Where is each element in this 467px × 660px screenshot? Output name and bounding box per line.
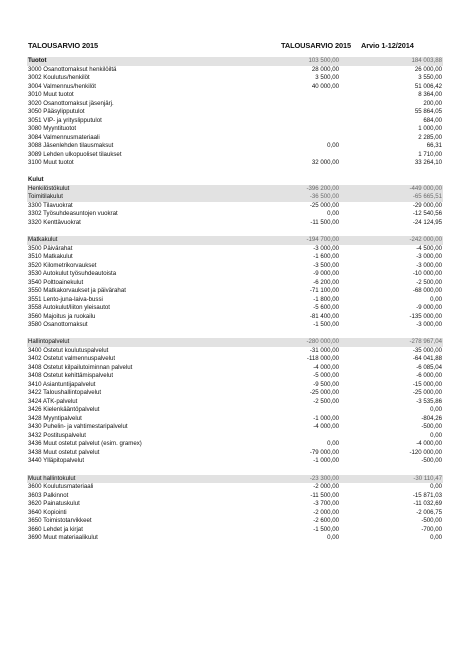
table-row bbox=[27, 159, 443, 168]
income-rows bbox=[27, 66, 443, 168]
budget-value: -4 000,00 bbox=[313, 423, 339, 431]
table-row bbox=[27, 279, 443, 288]
estimate-value: -3 535,86 bbox=[416, 397, 442, 405]
row-label: 3051 VIP- ja yrityslipputulot bbox=[28, 116, 102, 124]
estimate-value: 33 264,10 bbox=[414, 159, 442, 167]
row-label: 3432 Postituspalvelut bbox=[28, 431, 86, 439]
row-label: Toimitilakulut bbox=[28, 193, 63, 201]
table-row bbox=[27, 100, 443, 109]
row-label: 3020 Osanottomaksut jäsenjärj. bbox=[28, 99, 114, 107]
budget-value: -81 400,00 bbox=[309, 312, 339, 320]
estimate-value: -15 000,00 bbox=[412, 380, 442, 388]
document-header bbox=[27, 41, 443, 57]
income-heading-row bbox=[27, 57, 443, 66]
table-row bbox=[27, 125, 443, 134]
budget-value: 28 000,00 bbox=[311, 65, 339, 73]
estimate-value: -804,26 bbox=[421, 414, 442, 422]
budget-value: 40 000,00 bbox=[311, 82, 339, 90]
estimate-value: -24 124,95 bbox=[412, 218, 442, 226]
table-row bbox=[27, 287, 443, 296]
budget-value: -2 600,00 bbox=[313, 517, 339, 525]
table-row bbox=[27, 142, 443, 151]
table-row bbox=[27, 117, 443, 126]
table-row bbox=[27, 492, 443, 501]
row-label: 3551 Lento-juna-laiva-bussi bbox=[28, 295, 103, 303]
table-row bbox=[27, 74, 443, 83]
column-header-estimate: Arvio 1-12/2014 bbox=[361, 41, 414, 50]
estimate-value: -278 967,04 bbox=[409, 338, 442, 346]
estimate-value: -3 000,00 bbox=[416, 321, 442, 329]
table-row bbox=[27, 449, 443, 458]
table-row bbox=[27, 304, 443, 313]
row-label: 3428 Myyntipalvelut bbox=[28, 414, 82, 422]
estimate-value: -10 000,00 bbox=[412, 270, 442, 278]
table-row bbox=[27, 202, 443, 211]
estimate-value: -65 665,51 bbox=[412, 193, 442, 201]
row-label: 3400 Ostetut koulutuspalvelut bbox=[28, 346, 109, 354]
column-header-budget: TALOUSARVIO 2015 bbox=[281, 41, 351, 50]
budget-value: -36 500,00 bbox=[309, 193, 339, 201]
estimate-value: -242 000,00 bbox=[409, 235, 442, 243]
row-label: 3426 Kielenkääntöpalvelut bbox=[28, 406, 100, 414]
row-label: 3560 Majoitus ja ruokailu bbox=[28, 312, 96, 320]
table-row bbox=[27, 483, 443, 492]
budget-value: -1 600,00 bbox=[313, 253, 339, 261]
estimate-value: -30 110,47 bbox=[413, 474, 442, 482]
budget-value: -5 600,00 bbox=[313, 304, 339, 312]
estimate-value: 0,00 bbox=[430, 483, 442, 491]
budget-value: -2 000,00 bbox=[313, 508, 339, 516]
budget-value: -1 800,00 bbox=[313, 295, 339, 303]
row-label: 3550 Matkakorvaukset ja päivärahat bbox=[28, 287, 126, 295]
budget-value: 32 000,00 bbox=[311, 159, 339, 167]
row-label: 3520 Kilometrikorvaukset bbox=[28, 261, 97, 269]
table-row bbox=[27, 219, 443, 228]
table-row bbox=[27, 91, 443, 100]
estimate-value: -29 000,00 bbox=[412, 201, 442, 209]
budget-value: 0,00 bbox=[327, 142, 339, 150]
estimate-value: 0,00 bbox=[430, 431, 442, 439]
budget-document bbox=[27, 41, 443, 543]
estimate-value: 684,00 bbox=[423, 116, 442, 124]
budget-value: -3 000,00 bbox=[313, 244, 339, 252]
table-row bbox=[27, 321, 443, 330]
document-title: TALOUSARVIO 2015 bbox=[28, 41, 98, 50]
estimate-value: -500,00 bbox=[421, 457, 442, 465]
budget-value: -31 000,00 bbox=[309, 346, 339, 354]
row-label: 3640 Kopiointi bbox=[28, 508, 67, 516]
row-label: 3004 Valmennus/henkilöt bbox=[28, 82, 96, 90]
table-row bbox=[27, 398, 443, 407]
row-label: 3084 Valmennusmateriaali bbox=[28, 133, 100, 141]
estimate-value: -25 000,00 bbox=[412, 389, 442, 397]
row-label: 3320 Kenttävuokrat bbox=[28, 218, 81, 226]
budget-value: -1 500,00 bbox=[313, 321, 339, 329]
table-row bbox=[27, 83, 443, 92]
travel-heading-row bbox=[27, 236, 443, 245]
budget-value: -11 500,00 bbox=[310, 491, 339, 499]
estimate-value: 184 003,88 bbox=[411, 57, 442, 64]
budget-value: -9 500,00 bbox=[313, 380, 339, 388]
table-row bbox=[27, 185, 443, 194]
row-label: 3010 Muut tuotot bbox=[28, 91, 74, 99]
admin-services-heading-row bbox=[27, 338, 443, 347]
table-row bbox=[27, 389, 443, 398]
table-row bbox=[27, 347, 443, 356]
table-row bbox=[27, 134, 443, 143]
estimate-value: -2 006,75 bbox=[416, 508, 442, 516]
row-label: Kulut bbox=[28, 176, 44, 184]
budget-value: -6 200,00 bbox=[313, 278, 339, 286]
estimate-value: -500,00 bbox=[421, 423, 442, 431]
estimate-value: 2 285,00 bbox=[418, 133, 442, 141]
estimate-value: 1 000,00 bbox=[418, 125, 442, 133]
travel-rows bbox=[27, 245, 443, 330]
estimate-value: 26 000,00 bbox=[414, 65, 442, 73]
budget-value: -25 000,00 bbox=[309, 201, 339, 209]
admin-services-rows bbox=[27, 347, 443, 466]
estimate-value: 51 006,42 bbox=[414, 82, 442, 90]
budget-value: -1 500,00 bbox=[313, 525, 339, 533]
estimate-value: -135 000,00 bbox=[409, 312, 442, 320]
row-label: Matkakulut bbox=[28, 235, 58, 243]
estimate-value: -3 000,00 bbox=[416, 253, 442, 261]
row-label: 3408 Ostetut kilpailutoiminnan palvelut bbox=[28, 363, 133, 371]
expense-rows bbox=[27, 185, 443, 228]
row-label: 3436 Muut ostetut palvelut (esim. gramex) bbox=[28, 440, 142, 448]
row-label: 3408 Ostetut kehittämispalvelut bbox=[28, 372, 114, 380]
row-label: 3000 Osanottomaksut henkilöiltä bbox=[28, 65, 117, 73]
estimate-value: -120 000,00 bbox=[409, 448, 442, 456]
estimate-value: -15 871,03 bbox=[412, 491, 442, 499]
estimate-value: 3 550,00 bbox=[418, 74, 442, 82]
estimate-value: -9 000,00 bbox=[416, 304, 442, 312]
estimate-value: 0,00 bbox=[430, 534, 442, 542]
row-label: 3690 Muut materiaalikulut bbox=[28, 534, 98, 542]
budget-value: -3 500,00 bbox=[313, 261, 339, 269]
row-label: 3438 Muut ostetut palvelut bbox=[28, 448, 100, 456]
admin-services-section bbox=[27, 338, 443, 466]
row-label: 3660 Lehdet ja kirjat bbox=[28, 525, 83, 533]
budget-value: 3 500,00 bbox=[315, 74, 339, 82]
table-row bbox=[27, 440, 443, 449]
estimate-value: -64 041,88 bbox=[412, 355, 442, 363]
estimate-value: 200,00 bbox=[423, 99, 442, 107]
estimate-value: -4 500,00 bbox=[416, 244, 442, 252]
table-row bbox=[27, 415, 443, 424]
table-row bbox=[27, 372, 443, 381]
row-label: 3089 Lehden ulkopuoliset tilaukset bbox=[28, 150, 122, 158]
table-row bbox=[27, 108, 443, 117]
row-label: Henkilöstökulut bbox=[28, 184, 70, 192]
travel-section bbox=[27, 236, 443, 330]
row-label: 3302 Työsuhdeasuntojen vuokrat bbox=[28, 210, 118, 218]
budget-value: 0,00 bbox=[327, 210, 339, 218]
row-label: Muut hallintokulut bbox=[28, 474, 76, 482]
table-row bbox=[27, 245, 443, 254]
row-label: 3580 Osanottomaksut bbox=[28, 321, 88, 329]
row-label: 3410 Asiantuntijapalvelut bbox=[28, 380, 96, 388]
budget-value: -11 500,00 bbox=[310, 218, 339, 226]
row-label: 3002 Koulutus/henkilöt bbox=[28, 74, 90, 82]
budget-value: -396 200,00 bbox=[306, 184, 339, 192]
table-row bbox=[27, 517, 443, 526]
row-label: 3558 Autokulut/liiton yleisautot bbox=[28, 304, 110, 312]
table-row bbox=[27, 364, 443, 373]
budget-value: -25 000,00 bbox=[309, 389, 339, 397]
table-row bbox=[27, 381, 443, 390]
estimate-value: 1 710,00 bbox=[418, 150, 442, 158]
row-label: 3300 Tilavuokrat bbox=[28, 201, 73, 209]
table-row bbox=[27, 193, 443, 202]
table-row bbox=[27, 210, 443, 219]
budget-value: -1 000,00 bbox=[313, 457, 339, 465]
estimate-value: -6 085,04 bbox=[416, 363, 442, 371]
budget-value: -280 000,00 bbox=[306, 338, 339, 346]
budget-value: -2 000,00 bbox=[313, 483, 339, 491]
table-row bbox=[27, 432, 443, 441]
estimate-value: -700,00 bbox=[421, 525, 442, 533]
budget-value: -194 700,00 bbox=[306, 235, 339, 243]
income-section bbox=[27, 57, 443, 168]
table-row bbox=[27, 270, 443, 279]
table-row bbox=[27, 66, 443, 75]
expenses-section bbox=[27, 176, 443, 227]
row-label: 3510 Matkakulut bbox=[28, 253, 73, 261]
row-label: 3530 Autokulut työsuhdeautoista bbox=[28, 270, 117, 278]
budget-value: -23 300,00 bbox=[309, 474, 339, 482]
row-label: 3080 Myyntituotot bbox=[28, 125, 77, 133]
table-row bbox=[27, 457, 443, 466]
estimate-value: -449 000,00 bbox=[409, 184, 442, 192]
budget-value: -2 500,00 bbox=[313, 397, 339, 405]
estimate-value: -12 540,56 bbox=[412, 210, 442, 218]
table-row bbox=[27, 253, 443, 262]
other-admin-rows bbox=[27, 483, 443, 543]
row-label: Hallintopalvelut bbox=[28, 338, 70, 346]
row-label: 3100 Muut tuotot bbox=[28, 159, 74, 167]
row-label: 3603 Palkinnot bbox=[28, 491, 69, 499]
estimate-value: -2 500,00 bbox=[416, 278, 442, 286]
estimate-value: -3 000,00 bbox=[416, 261, 442, 269]
table-row bbox=[27, 313, 443, 322]
other-admin-heading-row bbox=[27, 475, 443, 484]
row-label: 3088 Jäsenlehden tilausmaksut bbox=[28, 142, 114, 150]
row-label: 3620 Painatuskulut bbox=[28, 500, 80, 508]
row-label: 3424 ATK-palvelut bbox=[28, 397, 78, 405]
estimate-value: -11 032,69 bbox=[413, 500, 442, 508]
budget-value: -71 100,00 bbox=[309, 287, 339, 295]
table-row bbox=[27, 262, 443, 271]
budget-value: -1 000,00 bbox=[313, 414, 339, 422]
estimate-value: 0,00 bbox=[430, 295, 442, 303]
row-label: 3430 Puhelin- ja vahtimestaripalvelut bbox=[28, 423, 128, 431]
estimate-value: 8 364,00 bbox=[418, 91, 442, 99]
table-row bbox=[27, 534, 443, 543]
estimate-value: -4 000,00 bbox=[416, 440, 442, 448]
estimate-value: 55 864,05 bbox=[414, 108, 442, 116]
budget-value: -5 000,00 bbox=[313, 372, 339, 380]
row-label: 3440 Ylläpitopalvelut bbox=[28, 457, 85, 465]
budget-value: 0,00 bbox=[327, 440, 339, 448]
estimate-value: -500,00 bbox=[421, 517, 442, 525]
budget-value: 0,00 bbox=[327, 534, 339, 542]
row-label: 3650 Toimistotarvikkeet bbox=[28, 517, 92, 525]
row-label: 3402 Ostetut valmennuspalvelut bbox=[28, 355, 116, 363]
row-label: Tuotot bbox=[28, 57, 47, 64]
row-label: 3540 Polttoainekulut bbox=[28, 278, 84, 286]
budget-value: -118 000,00 bbox=[306, 355, 339, 363]
estimate-value: 66,31 bbox=[426, 142, 442, 150]
row-label: 3050 Pääsylipputulot bbox=[28, 108, 85, 116]
table-row bbox=[27, 296, 443, 305]
budget-value: 103 500,00 bbox=[308, 57, 339, 64]
budget-value: -3 700,00 bbox=[313, 500, 339, 508]
other-admin-section bbox=[27, 475, 443, 543]
expenses-heading-row bbox=[27, 176, 443, 185]
row-label: 3500 Päivärahat bbox=[28, 244, 73, 252]
estimate-value: -68 000,00 bbox=[412, 287, 442, 295]
budget-value: -4 000,00 bbox=[313, 363, 339, 371]
row-label: 3600 Koulutusmateriaali bbox=[28, 483, 94, 491]
estimate-value: -35 000,00 bbox=[412, 346, 442, 354]
table-row bbox=[27, 500, 443, 509]
table-row bbox=[27, 355, 443, 364]
table-row bbox=[27, 151, 443, 160]
budget-value: -79 000,00 bbox=[309, 448, 339, 456]
row-label: 3422 Taloushallintopalvelut bbox=[28, 389, 102, 397]
table-row bbox=[27, 406, 443, 415]
table-row bbox=[27, 423, 443, 432]
estimate-value: -6 000,00 bbox=[416, 372, 442, 380]
estimate-value: 0,00 bbox=[430, 406, 442, 414]
table-row bbox=[27, 526, 443, 535]
budget-value: -9 000,00 bbox=[313, 270, 339, 278]
table-row bbox=[27, 509, 443, 518]
